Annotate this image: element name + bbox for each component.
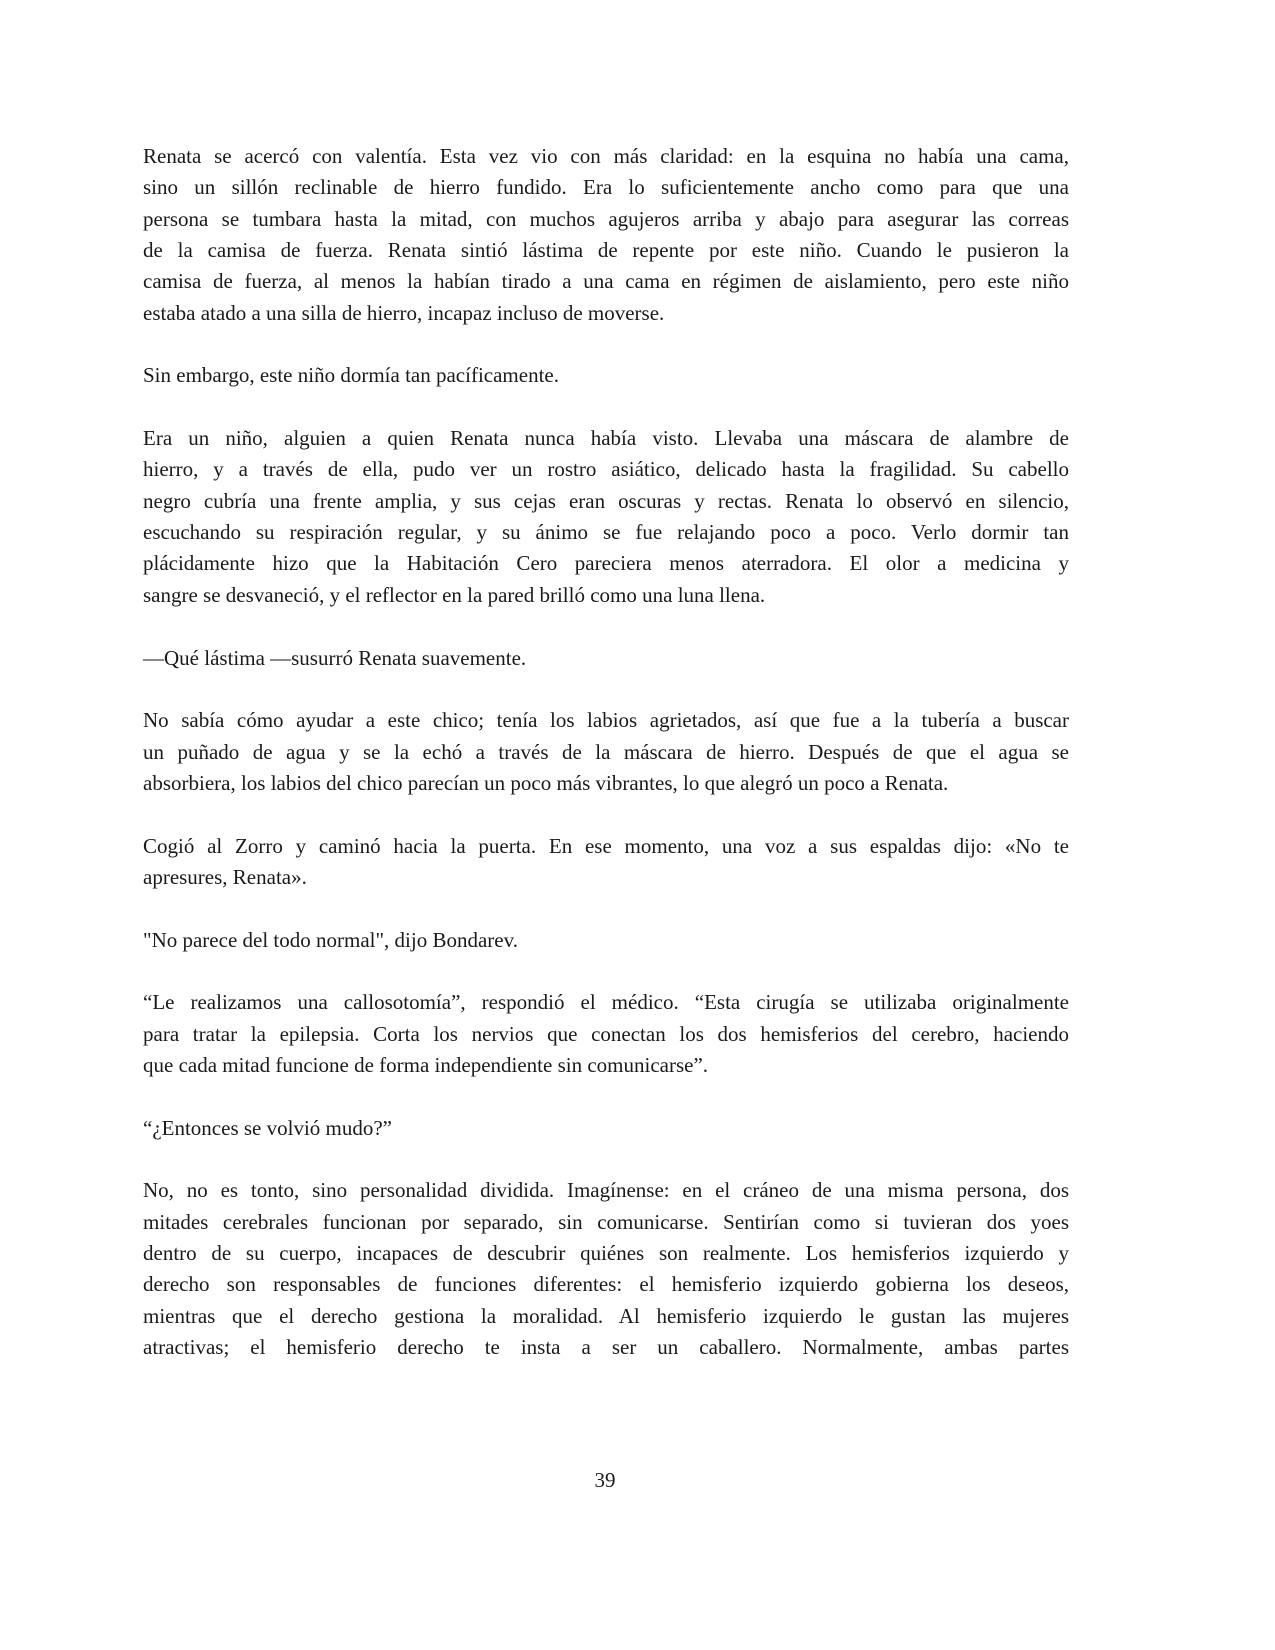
paragraph: [143, 1175, 1069, 1363]
text-line: —Qué lástima —susurró Renata suavemente.: [143, 645, 527, 670]
paragraph: [143, 925, 1069, 956]
page-body: [143, 141, 1069, 1395]
text-line: No, no es tonto, sino personalidad dividida. Imagínense: en el cráneo de una misma persona, dos: [143, 1178, 1069, 1203]
text-line: sangre se desvaneció, y el reflector en la pared brilló como una luna llena.: [143, 582, 766, 607]
page-number: 39: [594, 1468, 616, 1492]
text-line: Cogió al Zorro y caminó hacia la puerta. En ese momento, una voz a sus espaldas dijo: «No te: [143, 833, 1069, 858]
text-line: camisa de fuerza, al menos la habían tirado a una cama en régimen de aislamiento, pero este niño: [143, 269, 1069, 294]
text-line: para tratar la epilepsia. Corta los nervios que conectan los dos hemisferios del cerebro, haciendo: [143, 1021, 1069, 1046]
paragraph: [143, 423, 1069, 611]
text-line: un puñado de agua y se la echó a través de la máscara de hierro. Después de que el agua se: [143, 739, 1069, 764]
text-line: de la camisa de fuerza. Renata sintió lástima de repente por este niño. Cuando le pusieron la: [143, 238, 1069, 263]
paragraph: [143, 705, 1069, 799]
text-line: mitades cerebrales funcionan por separado, sin comunicarse. Sentirían como si tuvieran dos yoes: [143, 1209, 1069, 1234]
text-line: atractivas; el hemisferio derecho te insta a ser un caballero. Normalmente, ambas partes: [143, 1335, 1069, 1360]
paragraph: [143, 360, 1069, 391]
text-line: “¿Entonces se volvió mudo?”: [143, 1115, 393, 1140]
text-line: sino un sillón reclinable de hierro fundido. Era lo suficientemente ancho como para que una: [143, 175, 1069, 200]
text-line: "No parece del todo normal", dijo Bondarev.: [143, 927, 519, 952]
text-line: “Le realizamos una callosotomía”, respondió el médico. “Esta cirugía se utilizaba originalmente: [143, 990, 1069, 1015]
paragraph: [143, 1113, 1069, 1144]
text-line: que cada mitad funcione de forma independiente sin comunicarse”.: [143, 1052, 709, 1077]
paragraph: [143, 141, 1069, 329]
paragraph: [143, 643, 1069, 674]
text-line: absorbiera, los labios del chico parecían un poco más vibrantes, lo que alegró un poco a Renata.: [143, 770, 949, 795]
text-line: mientras que el derecho gestiona la moralidad. Al hemisferio izquierdo le gustan las mujeres: [143, 1303, 1069, 1328]
text-line: apresures, Renata».: [143, 864, 307, 889]
text-line: negro cubría una frente amplia, y sus cejas eran oscuras y rectas. Renata lo observó en silencio,: [143, 488, 1069, 513]
text-line: Renata se acercó con valentía. Esta vez vio con más claridad: en la esquina no había una cama,: [143, 144, 1069, 168]
text-line: Sin embargo, este niño dormía tan pacíficamente.: [143, 363, 559, 388]
text-line: No sabía cómo ayudar a este chico; tenía los labios agrietados, así que fue a la tubería a buscar: [143, 708, 1069, 733]
text-line: Era un niño, alguien a quien Renata nunca había visto. Llevaba una máscara de alambre de: [143, 426, 1069, 451]
paragraph: [143, 831, 1069, 894]
text-line: escuchando su respiración regular, y su ánimo se fue relajando poco a poco. Verlo dormir tan: [143, 520, 1069, 545]
text-line: derecho son responsables de funciones diferentes: el hemisferio izquierdo gobierna los deseos,: [143, 1272, 1069, 1297]
text-line: hierro, y a través de ella, pudo ver un rostro asiático, delicado hasta la fragilidad. Su cabello: [143, 457, 1069, 482]
text-line: plácidamente hizo que la Habitación Cero pareciera menos aterradora. El olor a medicina y: [143, 551, 1069, 576]
text-line: dentro de su cuerpo, incapaces de descubrir quiénes son realmente. Los hemisferios izquierdo y: [143, 1241, 1069, 1266]
text-line: persona se tumbara hasta la mitad, con muchos agujeros arriba y abajo para asegurar las correas: [143, 206, 1069, 231]
text-line: estaba atado a una silla de hierro, incapaz incluso de moverse.: [143, 300, 665, 325]
paragraph: [143, 987, 1069, 1081]
